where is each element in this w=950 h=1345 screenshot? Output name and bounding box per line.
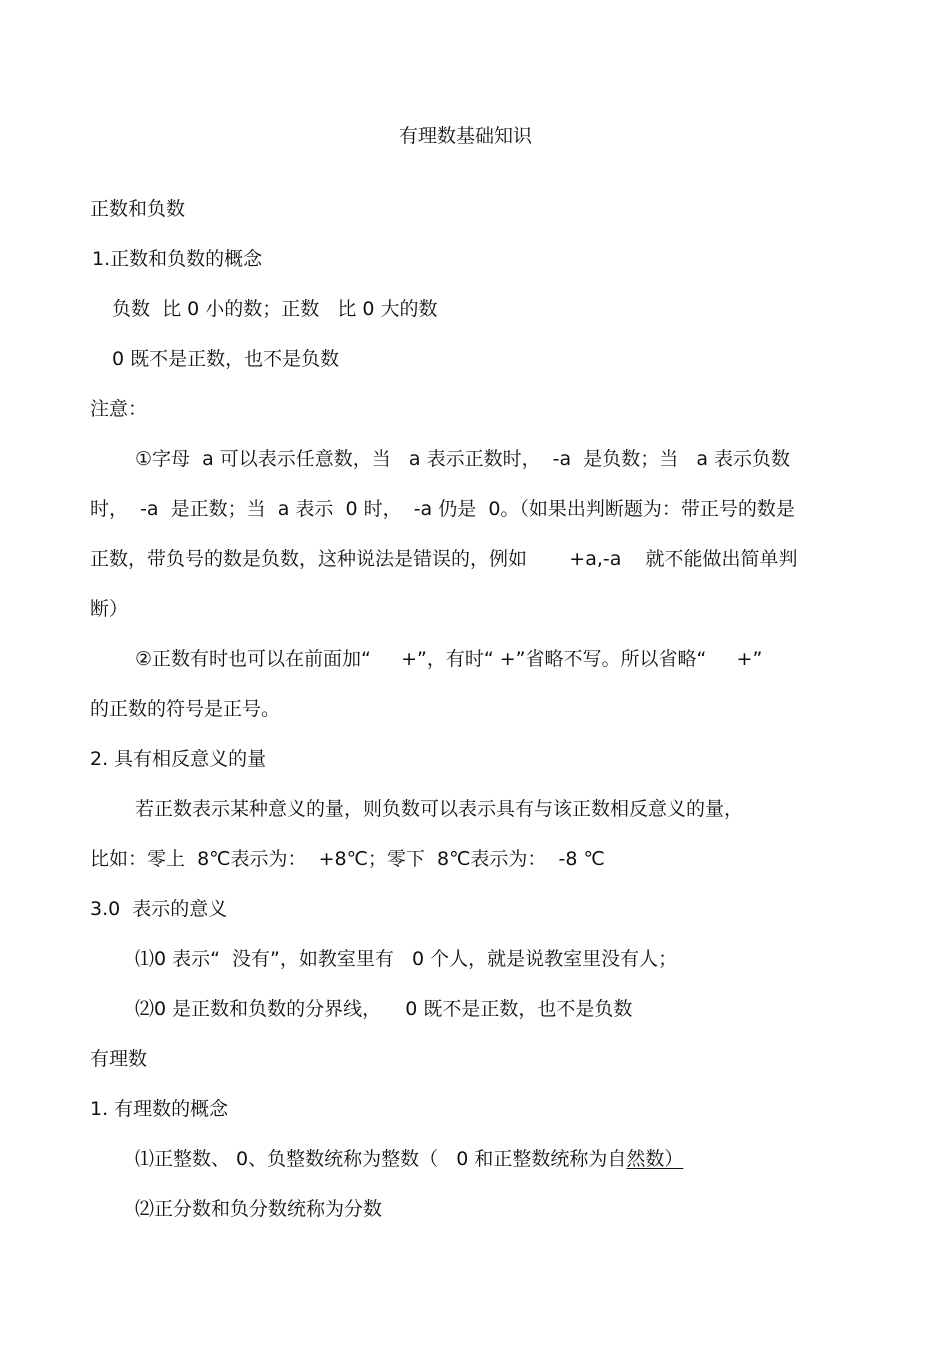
page-title: 有理数基础知识 [399, 125, 533, 147]
note1-line1: ①字母 a 可以表示任意数，当 a 表示正数时， -a 是负数；当 a 表示负数 [135, 448, 791, 470]
rational-concept-b: ⑵正分数和负分数统称为分数 [135, 1198, 383, 1220]
opposite-quantities-example: 比如：零上 8℃表示为： +8℃；零下 8℃表示为： -8 ℃ [90, 848, 605, 870]
note1-line4: 断） [90, 598, 129, 620]
item-heading-zero-meaning: 3.0 表示的意义 [90, 898, 228, 920]
rational-concept-a-underlined: 然数） [626, 1148, 684, 1170]
note1-line3: 正数，带负号的数是负数，这种说法是错误的，例如 +a,-a 就不能做出简单判 [90, 548, 798, 570]
note2-line1: ②正数有时也可以在前面加“ +”，有时“ +”省略不写。所以省略“ +” [135, 648, 763, 670]
note-label: 注意： [90, 398, 148, 420]
item-heading-opposite-quantities: 2. 具有相反意义的量 [90, 748, 267, 770]
rational-concept-a [135, 1146, 683, 1172]
section-heading-positive-negative: 正数和负数 [90, 198, 186, 220]
opposite-quantities-line1: 若正数表示某种意义的量，则负数可以表示具有与该正数相反意义的量， [135, 798, 744, 820]
rational-concept-a-text: ⑴正整数、 0、负整数统称为整数（ 0 和正整数统称为自 [135, 1148, 627, 1170]
definition-line: 负数 比 0 小的数；正数 比 0 大的数 [112, 298, 438, 320]
section-heading-rational: 有理数 [90, 1048, 148, 1070]
note2-line2: 的正数的符号是正号。 [90, 698, 281, 720]
zero-meaning-a: ⑴0 表示“ 没有”，如教室里有 0 个人，就是说教室里没有人； [135, 948, 678, 970]
note1-line2: 时， -a 是正数；当 a 表示 0 时， -a 仍是 0。（如果出判断题为：带正号的数是 [90, 498, 795, 520]
zero-statement: 0 既不是正数，也不是负数 [112, 348, 340, 370]
zero-meaning-b: ⑵0 是正数和负数的分界线， 0 既不是正数，也不是负数 [135, 998, 633, 1020]
item-heading-concept: 1.正数和负数的概念 [92, 248, 263, 270]
item-heading-rational-concept: 1. 有理数的概念 [90, 1098, 229, 1120]
